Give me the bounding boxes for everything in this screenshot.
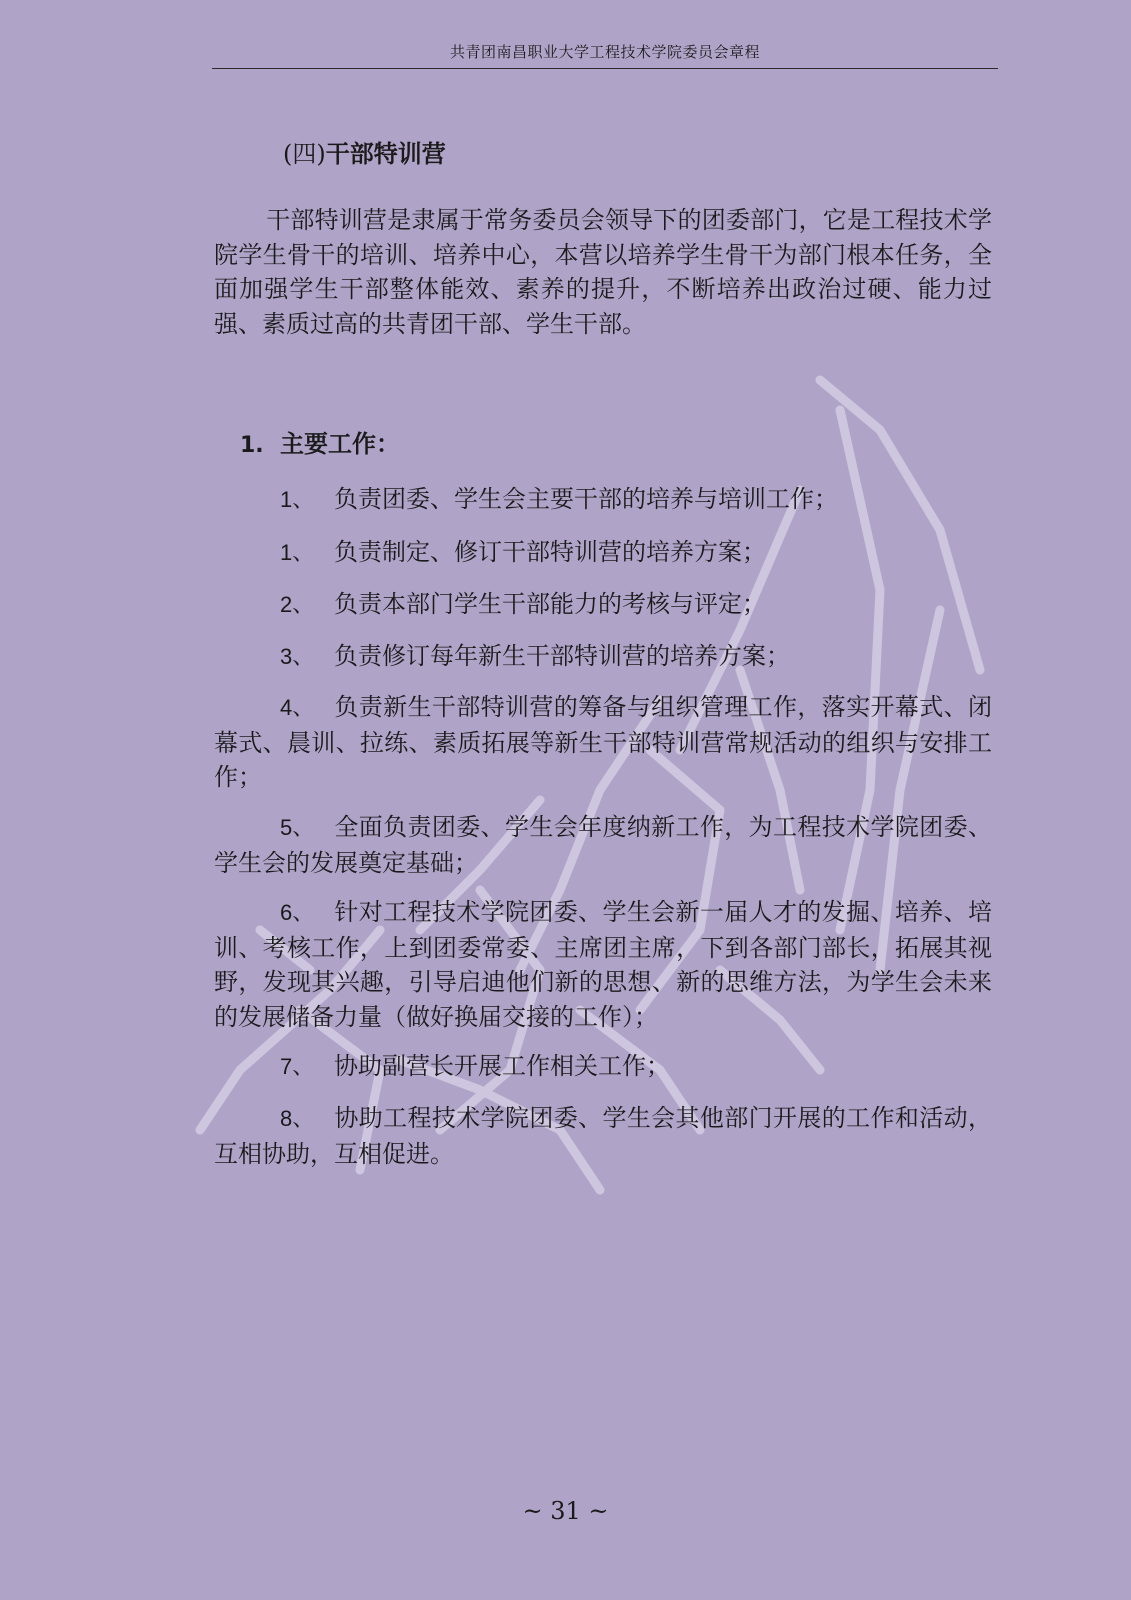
list-item xyxy=(214,1101,992,1171)
intro-text: 干部特训营是隶属于常务委员会领导下的团委部门，它是工程技术学院学生骨干的培训、培养中心，本营以培养学生骨干为部门根本任务，全面加强学生干部整体能效、素养的提升，不断培养出政治过硬、能力过强、素质过高的共青团干部、学生干部。 xyxy=(214,206,992,338)
intro-paragraph xyxy=(214,203,992,341)
main-work-heading-text: 主要工作： xyxy=(280,430,400,458)
item-text: 负责修订每年新生干部特训营的培养方案； xyxy=(334,642,790,670)
item-text: 全面负责团委、学生会年度纳新工作，为工程技术学院团委、学生会的发展奠定基础； xyxy=(214,813,992,877)
page-header: 共青团南昌职业大学工程技术学院委员会章程 xyxy=(212,40,998,69)
item-number: 2、 xyxy=(280,592,315,617)
section-number: (四) xyxy=(283,140,326,168)
item-text: 针对工程技术学院团委、学生会新一届人才的发掘、培养、培训、考核工作，上到团委常委、主席团主席，下到各部门部长，拓展其视野，发现其兴趣，引导启迪他们新的思想、新的思维方法，为学生会未来的发展储备力量（做好换届交接的工作）； xyxy=(214,898,992,1031)
section-title xyxy=(283,134,446,169)
item-text: 负责本部门学生干部能力的考核与评定； xyxy=(334,590,766,618)
item-text: 负责制定、修订干部特训营的培养方案； xyxy=(334,538,766,566)
list-item xyxy=(214,895,992,1034)
item-number: 5、 xyxy=(280,815,315,840)
list-item xyxy=(214,639,992,675)
list-item xyxy=(214,587,992,623)
list-item xyxy=(214,690,992,795)
item-number: 6、 xyxy=(280,900,315,925)
page-number: ~ 31 ~ xyxy=(522,1497,609,1525)
list-item xyxy=(214,810,992,880)
item-number: 1、 xyxy=(280,540,315,565)
list-item xyxy=(214,1049,992,1085)
item-number: 4、 xyxy=(280,695,315,720)
item-text: 协助工程技术学院团委、学生会其他部门开展的工作和活动，互相协助，互相促进。 xyxy=(214,1104,992,1168)
item-number: 3、 xyxy=(280,644,315,669)
main-work-index: 1. xyxy=(240,433,264,458)
section-title-text: 干部特训营 xyxy=(325,140,446,168)
item-number: 1、 xyxy=(280,487,315,512)
item-number: 7、 xyxy=(280,1054,315,1079)
item-text: 协助副营长开展工作相关工作； xyxy=(334,1052,670,1080)
list-item xyxy=(214,535,992,571)
item-number: 8、 xyxy=(280,1106,315,1131)
list-item xyxy=(214,482,992,518)
item-text: 负责新生干部特训营的筹备与组织管理工作，落实开幕式、闭幕式、晨训、拉练、素质拓展等新生干部特训营常规活动的组织与安排工作； xyxy=(214,693,992,791)
main-work-heading xyxy=(240,424,400,459)
item-text: 负责团委、学生会主要干部的培养与培训工作； xyxy=(334,485,838,513)
